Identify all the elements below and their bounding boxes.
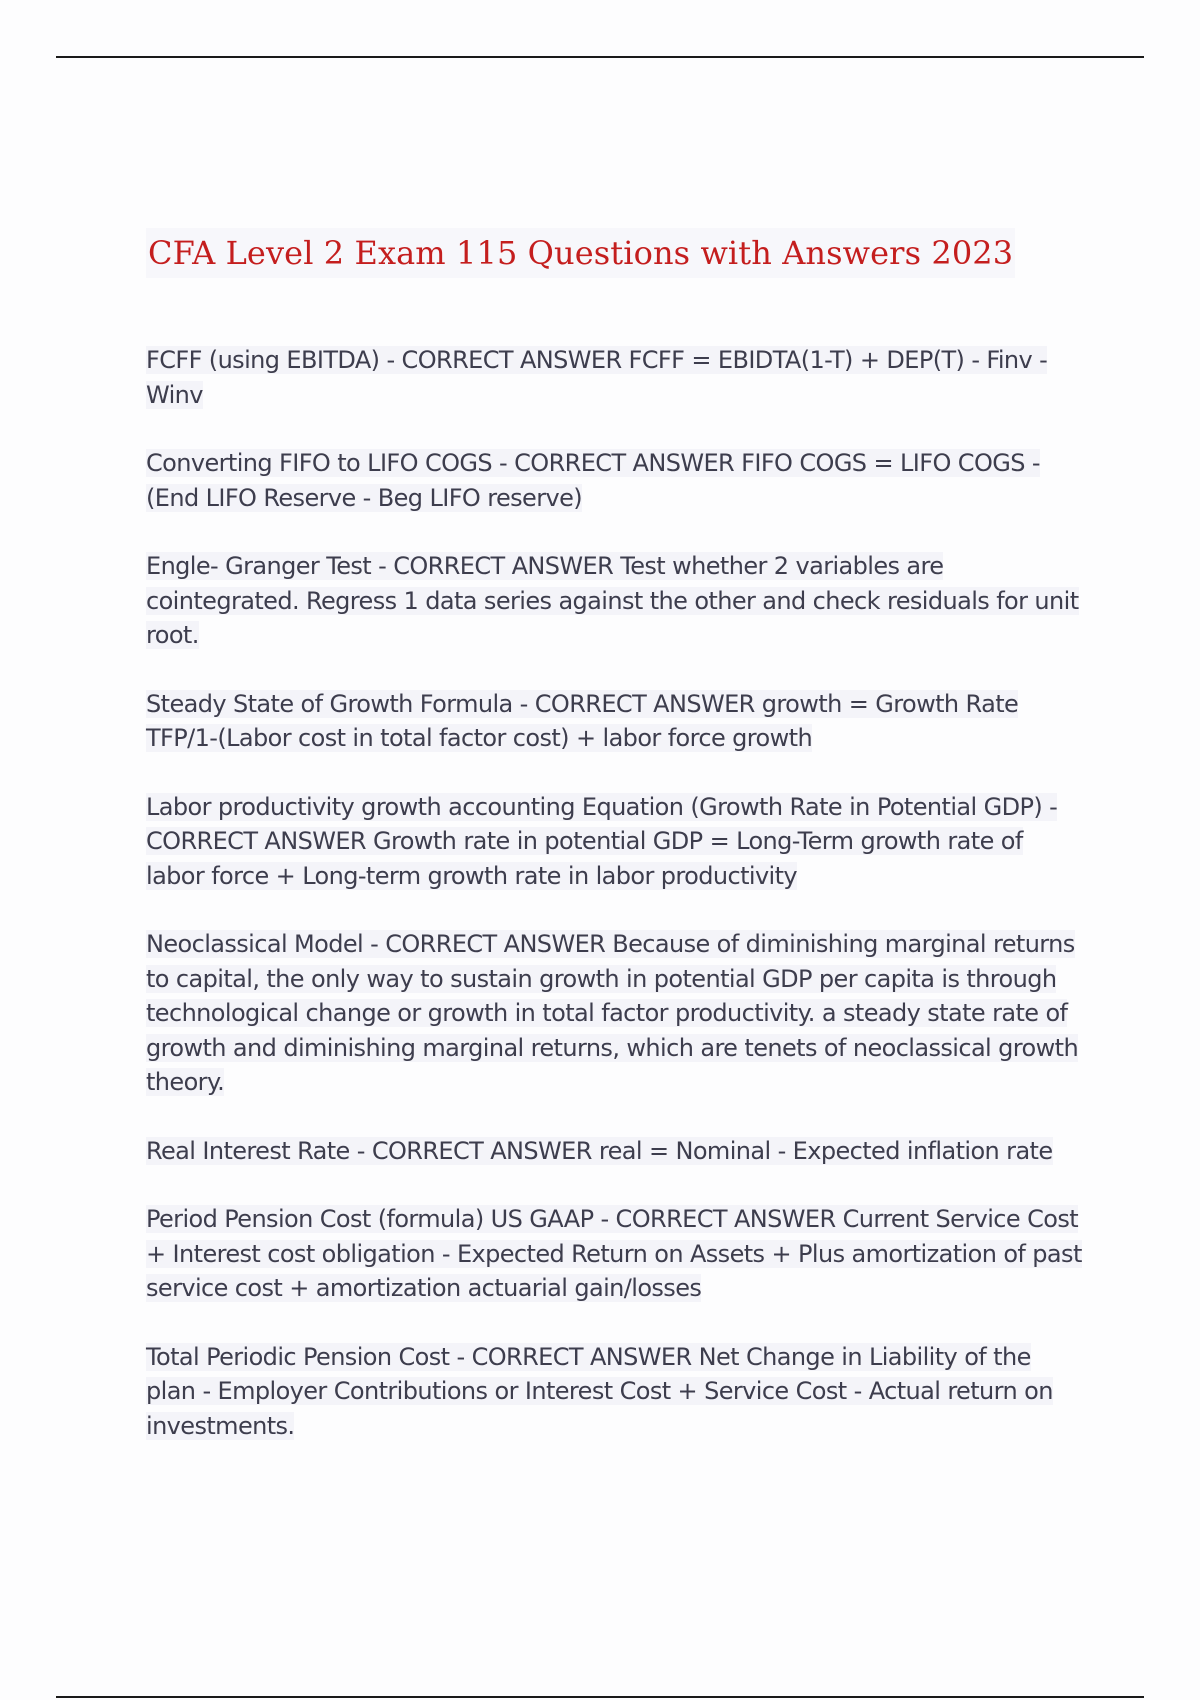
qa-item-text: Neoclassical Model - CORRECT ANSWER Because of diminishing marginal returns to capital, the only way to sustain growth in potential GDP per capita is through technological change or growth in total factor productivity. a steady state rate of growth and diminishing marginal returns, which are tenets of neoclassical growth theory. <box>146 930 1079 1096</box>
qa-item-text: Steady State of Growth Formula - CORRECT ANSWER growth = Growth Rate TFP/1-(Labor cost in total factor cost) + labor force growth <box>146 689 1019 752</box>
qa-item-text: Engle- Granger Test - CORRECT ANSWER Test whether 2 variables are cointegrated. Regress 1 data series against the other and check residuals for unit root. <box>146 552 1079 649</box>
bottom-rule <box>56 1696 1144 1698</box>
qa-list <box>146 343 1086 1477</box>
qa-item-text: Period Pension Cost (formula) US GAAP - CORRECT ANSWER Current Service Cost + Interest cost obligation - Expected Return on Assets + Plus amortization of past service cost + amortization actuarial gain/losses <box>146 1205 1082 1302</box>
qa-item <box>146 790 1086 894</box>
top-rule <box>56 56 1144 58</box>
qa-item <box>146 446 1086 515</box>
qa-item <box>146 1202 1086 1306</box>
qa-item-text: Real Interest Rate - CORRECT ANSWER real = Nominal - Expected inflation rate <box>146 1136 1053 1165</box>
qa-item-text: Converting FIFO to LIFO COGS - CORRECT ANSWER FIFO COGS = LIFO COGS - (End LIFO Reserve - Beg LIFO reserve) <box>146 449 1040 512</box>
qa-item <box>146 687 1086 756</box>
qa-item <box>146 549 1086 653</box>
qa-item-text: Labor productivity growth accounting Equation (Growth Rate in Potential GDP) - CORRECT ANSWER Growth rate in potential GDP = Long-Term growth rate of labor force + Long-term growth rate in labor productivity <box>146 792 1058 890</box>
qa-item <box>146 927 1086 1100</box>
qa-item <box>146 1340 1086 1444</box>
qa-item <box>146 1134 1086 1169</box>
qa-item <box>146 343 1086 412</box>
qa-item-text: Total Periodic Pension Cost - CORRECT ANSWER Net Change in Liability of the plan - Employer Contributions or Interest Cost + Service Cost - Actual return on investments. <box>146 1342 1053 1440</box>
qa-item-text: FCFF (using EBITDA) - CORRECT ANSWER FCFF = EBIDTA(1-T) + DEP(T) - Finv - Winv <box>146 346 1048 409</box>
document-title: CFA Level 2 Exam 115 Questions with Answers 2023 <box>146 228 1015 278</box>
